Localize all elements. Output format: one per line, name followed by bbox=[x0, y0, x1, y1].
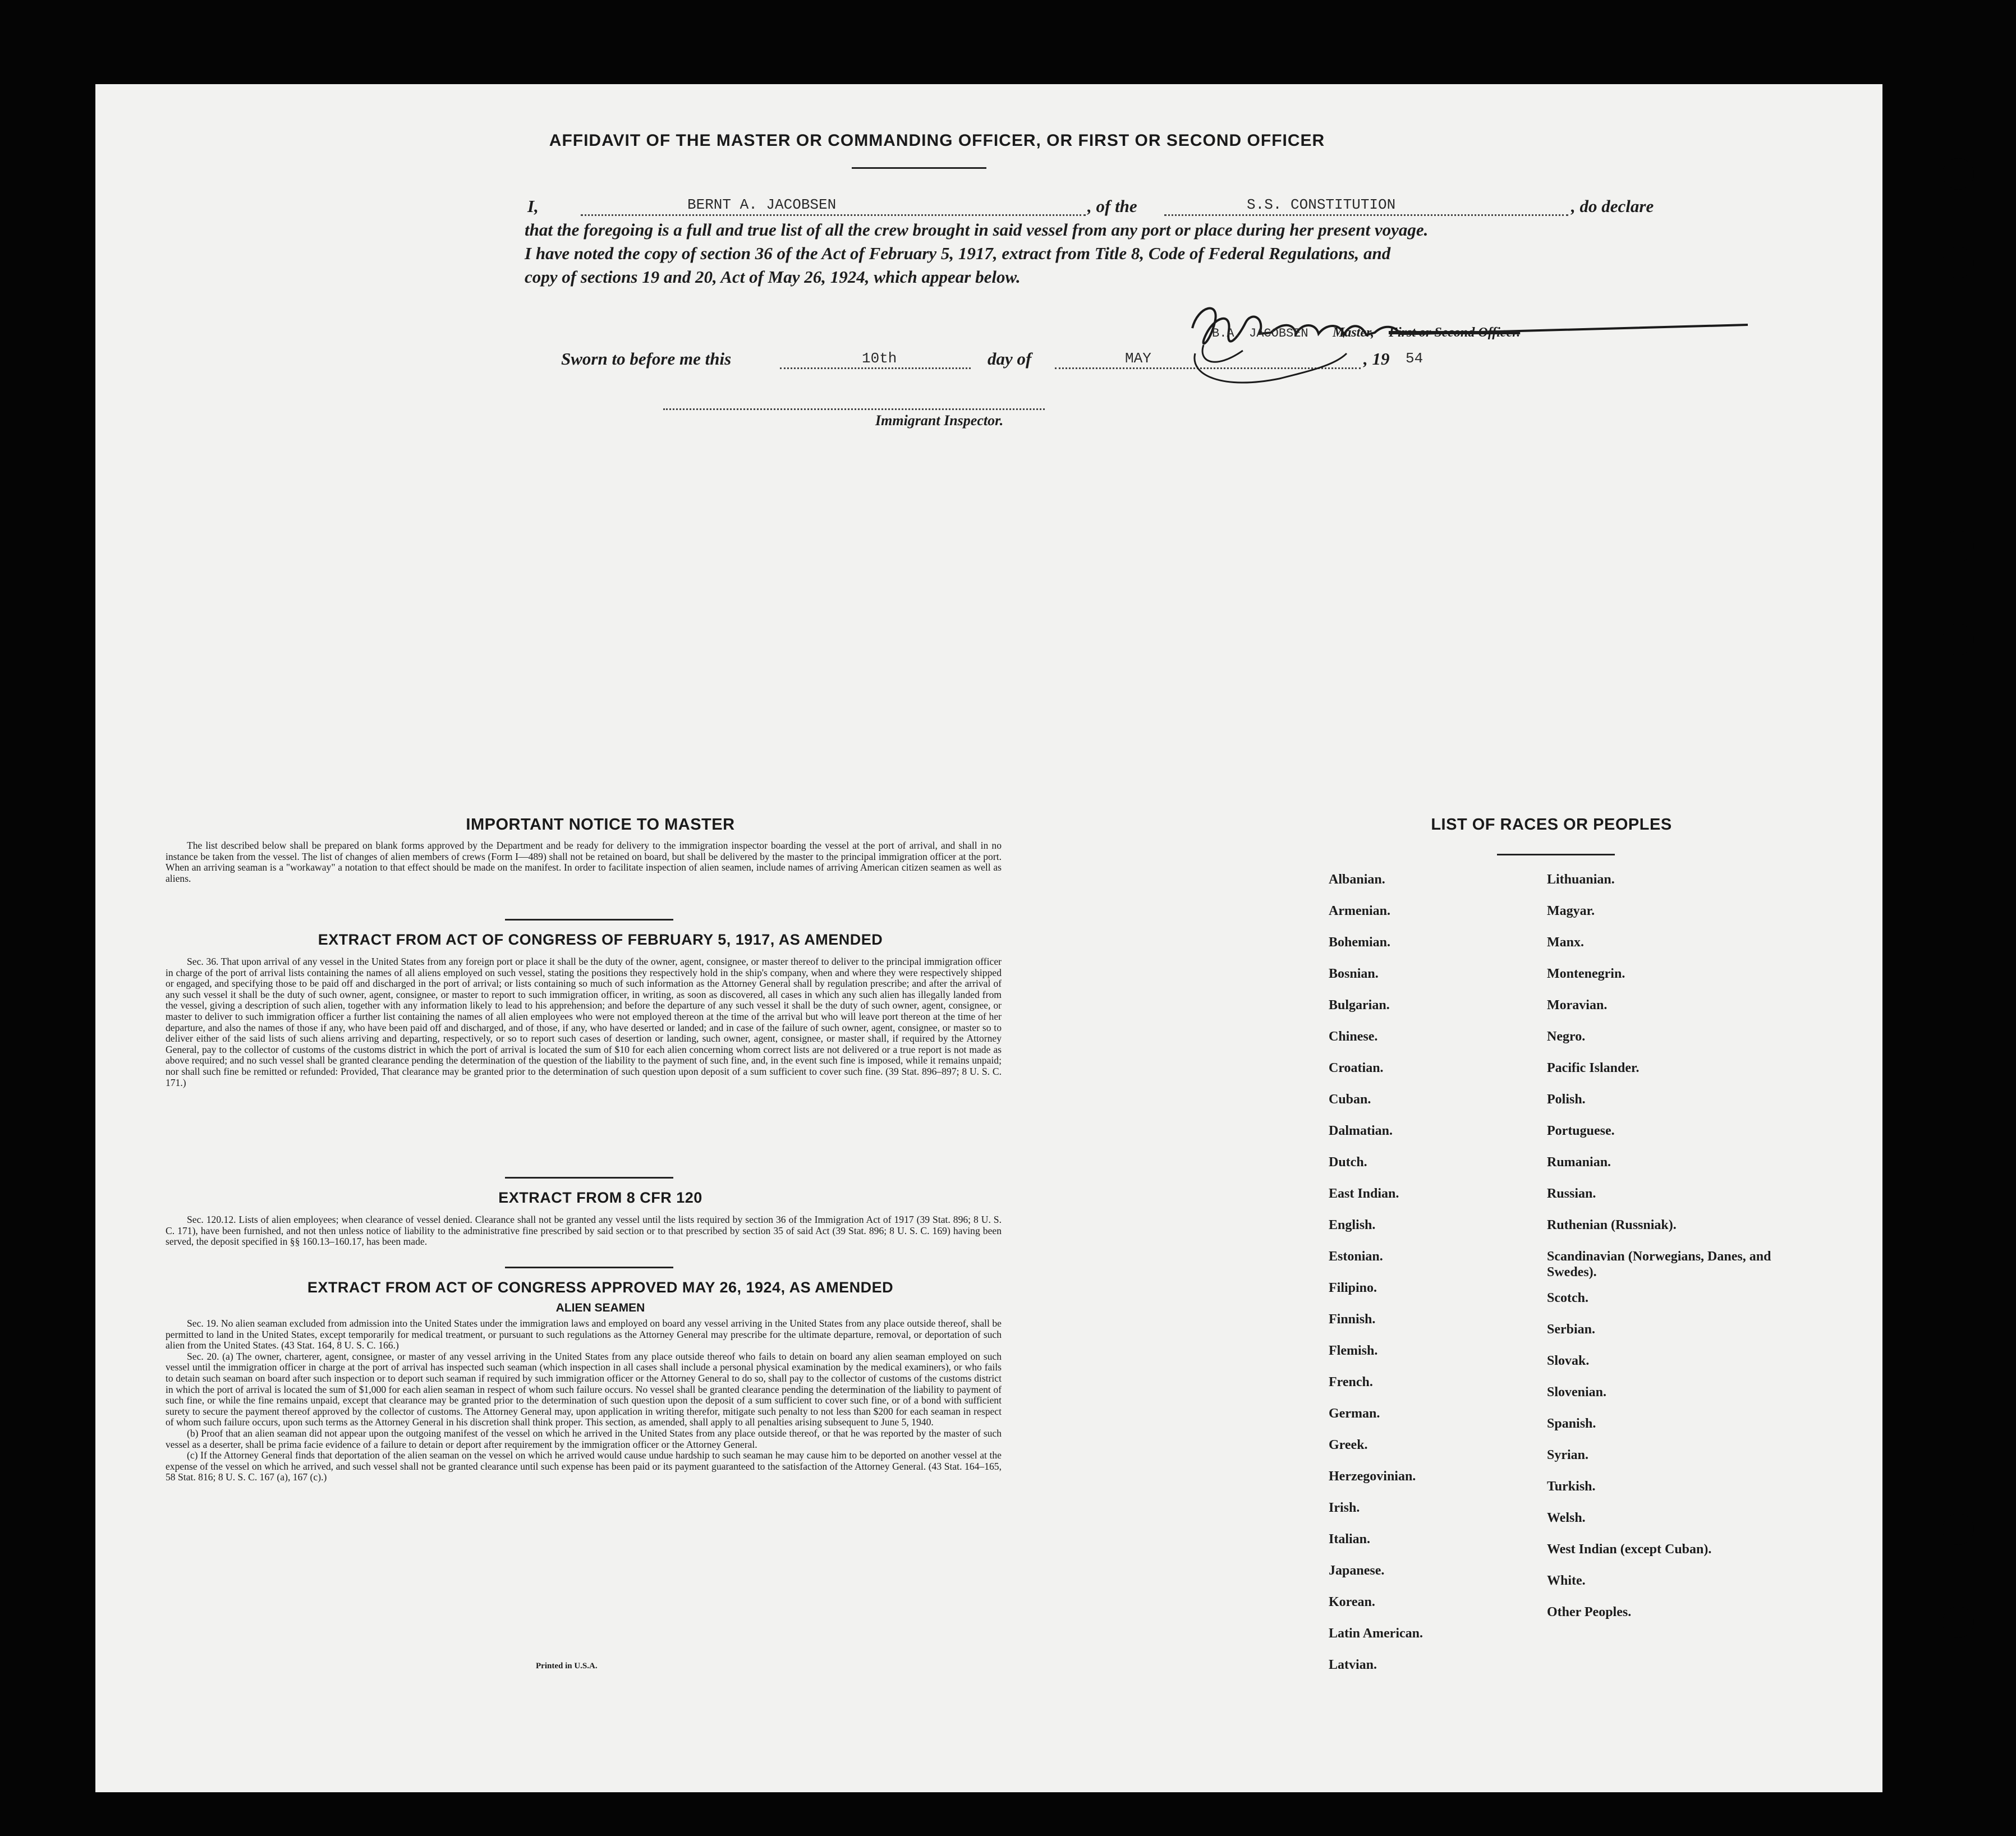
race-item: Syrian. bbox=[1547, 1448, 1589, 1462]
master-label: Master, bbox=[1333, 325, 1375, 340]
master-name-line bbox=[581, 214, 1086, 216]
race-item: Bulgarian. bbox=[1329, 998, 1390, 1013]
race-item: Turkish. bbox=[1547, 1479, 1596, 1494]
extract-cfr-title: EXTRACT FROM 8 CFR 120 bbox=[498, 1189, 702, 1206]
vessel-name-line bbox=[1164, 214, 1568, 216]
of-the-label: , of the bbox=[1087, 196, 1137, 216]
extract-1924-sec20b: (b) Proof that an alien seaman did not appear upon the outgoing manifest of the vessel on which he arrived in the United States from any place outside thereof, or that he was reported by the master of such vessel as a deserter, shall be prima facie evidence of a failure to detain or deport after requirement by the immigration officer or the Attorney General. bbox=[166, 1427, 1002, 1450]
races-title: LIST OF RACES OR PEOPLES bbox=[1431, 816, 1672, 834]
race-item: Finnish. bbox=[1329, 1312, 1376, 1327]
race-item: Italian. bbox=[1329, 1532, 1371, 1547]
do-declare-label: , do declare bbox=[1571, 196, 1654, 216]
race-item: Moravian. bbox=[1547, 998, 1608, 1013]
race-item: Flemish. bbox=[1329, 1343, 1378, 1358]
race-item: French. bbox=[1329, 1375, 1373, 1389]
race-item: Ruthenian (Russniak). bbox=[1547, 1218, 1677, 1232]
affidavit-line-4: copy of sections 19 and 20, Act of May 26, 1924, which appear below. bbox=[525, 267, 1021, 287]
race-item: Albanian. bbox=[1329, 872, 1385, 887]
extract-1917-text: Sec. 36. That upon arrival of any vessel in the United States from any foreign port or place it shall be the duty of the owner, agent, consignee, or master thereof to deliver to the principal immigration officer in charge of the port of arrival lists containing the names of all aliens employed on such vessel, stating the positions they respectively hold in the ship's company, when and where they were respectively shipped or engaged, and specifying those to be paid off and discharged in the port of arrival; or lists containing so much of such information as the Attorney General shall by regulation prescribe; and after the arrival of any such vessel it shall be the duty of such owner, agent, consignee, or master to report to such immigration officer, in writing, as soon as discovered, all cases in which any such alien has illegally landed from the vessel, giving a description of such alien, together with any information likely to lead to his apprehension; and before the departure of any such vessel it shall be the duty of such owner, agent, consignee, or master to deliver to such immigration officer a further list containing the names of all alien employees who were not employed thereon at the time of the arrival but who will leave port thereon at the time of her departure, and also the names of those if any, who have been paid off and discharged, and of those, if any, who have deserted or landed; and in case of the failure of such owner, agent, consignee, or master so to deliver either of the said lists of such aliens arriving and departing, respectively, or so to report such cases of desertion or landing, such owner, agent, consignee, or master shall, if required by the Attorney General, pay to the collector of customs of the customs district in which the port of arrival is located the sum of $10 for each alien concerning whom correct lists are not delivered or a true report is not made as above required; and no such vessel shall be granted clearance pending the determination of the question of the liability to the payment of such fine, and, in the event such fine is imposed, while it remains unpaid; nor shall such fine be remitted or refunded: Provided, That clearance may be granted prior to the determination of such question upon deposit of a sum sufficient to cover such fine. (39 Stat. 896–897; 8 U. S. C. 171.) bbox=[166, 956, 1002, 1088]
race-item: Bosnian. bbox=[1329, 967, 1379, 981]
race-item: Latvian. bbox=[1329, 1658, 1377, 1672]
sworn-month-field: MAY bbox=[1125, 350, 1151, 367]
race-item: Pacific Islander. bbox=[1547, 1061, 1640, 1075]
race-item: Armenian. bbox=[1329, 904, 1390, 918]
race-item: Serbian. bbox=[1547, 1322, 1596, 1337]
notice-text: The list described below shall be prepared on blank forms approved by the Department and be ready for delivery to the immigration inspector boarding the vessel at the port of arrival, and shall in no instance be taken from the vessel. The list of changes of alien members of crews (Form I—489) shall not be retained on board, but shall be delivered by the master to the principal immigration officer at the port. When an arriving seaman is a "workaway" a notation to that effect should be made on the manifest. In order to facilitate inspection of alien seamen, include names of arriving American citizen seamen as well as aliens. bbox=[166, 840, 1002, 884]
alien-seamen-subtitle: ALIEN SEAMEN bbox=[555, 1301, 645, 1314]
race-item: Chinese. bbox=[1329, 1029, 1378, 1044]
notice-body bbox=[166, 840, 1002, 884]
race-item: Croatian. bbox=[1329, 1061, 1384, 1075]
title-rule bbox=[852, 167, 986, 169]
race-item: Herzegovinian. bbox=[1329, 1469, 1416, 1484]
race-item: White. bbox=[1547, 1573, 1586, 1588]
race-item: Slovenian. bbox=[1547, 1385, 1607, 1400]
divider-1 bbox=[505, 919, 673, 921]
extract-1924-title: EXTRACT FROM ACT OF CONGRESS APPROVED MAY 26, 1924, AS AMENDED bbox=[307, 1279, 894, 1296]
signature-typed-name: B.A. JACOBSEN bbox=[1212, 326, 1308, 340]
extract-cfr-text: Sec. 120.12. Lists of alien employees; when clearance of vessel denied. Clearance shall not be granted any vessel until the lists required by section 36 of the Immigration Act of 1917 (39 Stat. 896; 8 U. S. C. 171), have been furnished, and not then unless notice of liability to the administrative fine prescribed by said section or to that prescribed by section 35 of said Act (39 Stat. 896; 8 U. S. C. 169) having been served, the deposit specified in §§ 160.13–160.17, has been made. bbox=[166, 1214, 1002, 1248]
race-item: Latin American. bbox=[1329, 1626, 1423, 1641]
race-item: Montenegrin. bbox=[1547, 967, 1625, 981]
race-item: Magyar. bbox=[1547, 904, 1595, 918]
extract-1924-body bbox=[166, 1318, 1002, 1483]
affidavit-line-3: I have noted the copy of section 36 of the Act of February 5, 1917, extract from Title 8, Code of Federal Regulations, and bbox=[525, 243, 1391, 263]
extract-1917-body bbox=[166, 956, 1002, 1088]
struck-officer-text: First or Second Officer. bbox=[1389, 325, 1521, 340]
race-item: Negro. bbox=[1547, 1029, 1586, 1044]
races-title-rule bbox=[1497, 854, 1615, 855]
punch-hole bbox=[1942, 624, 1974, 655]
year-prefix: , 19 bbox=[1363, 349, 1390, 369]
race-item: Korean. bbox=[1329, 1595, 1375, 1609]
punch-hole bbox=[1942, 1607, 1974, 1638]
race-item: Manx. bbox=[1547, 935, 1584, 950]
inspector-label: Immigrant Inspector. bbox=[875, 412, 1004, 429]
sworn-label: Sworn to before me this bbox=[561, 349, 732, 369]
punch-hole bbox=[1942, 247, 1974, 278]
vessel-name-field: S.S. CONSTITUTION bbox=[1247, 196, 1396, 213]
race-item: Dutch. bbox=[1329, 1155, 1367, 1170]
punch-hole bbox=[1942, 158, 1974, 190]
race-item: Scandinavian (Norwegians, Danes, and Swedes). bbox=[1547, 1249, 1771, 1280]
race-item: English. bbox=[1329, 1218, 1376, 1232]
affidavit-title: AFFIDAVIT OF THE MASTER OR COMMANDING OFFICER, OR FIRST OR SECOND OFFICER bbox=[549, 131, 1325, 150]
race-item: Other Peoples. bbox=[1547, 1605, 1632, 1619]
year-suffix-field: 54 bbox=[1406, 350, 1423, 367]
race-item: Filipino. bbox=[1329, 1281, 1377, 1295]
race-item: Bohemian. bbox=[1329, 935, 1391, 950]
extract-1924-sec19: Sec. 19. No alien seaman excluded from admission into the United States under the immigration laws and employed on board any vessel arriving in the United States from any place outside thereof, shall be permitted to land in the United States, except temporarily for medical treatment, or pursuant to such regulations as the Attorney General may prescribe for the ultimate departure, removal, or deportation of such alien from the United States. (43 Stat. 164, 8 U. S. C. 166.) bbox=[166, 1318, 1002, 1351]
race-item: Portuguese. bbox=[1547, 1124, 1615, 1138]
inspector-signature-line bbox=[663, 408, 1045, 410]
printed-in-usa: Printed in U.S.A. bbox=[536, 1662, 598, 1671]
race-item: Polish. bbox=[1547, 1092, 1586, 1107]
document-sheet bbox=[95, 84, 1882, 1792]
affidavit-i-label: I, bbox=[527, 196, 539, 216]
race-item: Welsh. bbox=[1547, 1511, 1586, 1525]
race-item: Spanish. bbox=[1547, 1416, 1596, 1431]
extract-1924-sec20a: Sec. 20. (a) The owner, charterer, agent, consignee, or master of any vessel arriving in the United States from any place outside thereof who fails to detain on board any alien seaman employed on such vessel until the immigration officer in charge at the port of arrival has inspected such seaman (which inspection in all cases shall include a personal physical examination by the medical examiners), or who fails to detain such seaman on board after such inspection or to deport such seaman if required by such immigration officer or the Attorney General to do so, shall pay to the collector of customs of the customs district in which the port of arrival is located the sum of $1,000 for each alien seaman in respect of whom such failure occurs. No vessel shall be granted clearance pending the determination of the liability to payment of such fine, or while the fine remains unpaid, except that clearance may be granted prior to the determination of such question upon the deposit of a sum sufficient to cover such fine, or of a bond with sufficient surety to secure the payment thereof approved by the collector of customs. The Attorney General may, upon application in writing therefor, mitigate such penalty to not less than $200 for each seaman in respect of whom such failure occurs, upon such terms as the Attorney General in his discretion shall think proper. This section, as amended, shall apply to all penalties arising subsequent to June 5, 1940. bbox=[166, 1350, 1002, 1428]
race-item: German. bbox=[1329, 1406, 1380, 1421]
race-item: Greek. bbox=[1329, 1438, 1368, 1452]
race-item: Cuban. bbox=[1329, 1092, 1371, 1107]
sworn-day-field: 10th bbox=[862, 350, 897, 367]
race-item: Dalmatian. bbox=[1329, 1124, 1393, 1138]
extract-1924-sec20c: (c) If the Attorney General finds that deportation of the alien seaman on the vessel on which he arrived would cause undue hardship to such seaman he may cause him to be deported on another vessel at the expense of the vessel on which he arrived, and such vessel shall not be granted clearance until such expense has been paid or its payment guaranteed to the satisfaction of the Attorney General. (43 Stat. 164–165, 58 Stat. 816; 8 U. S. C. 167 (a), 167 (c).) bbox=[166, 1450, 1002, 1483]
punch-hole bbox=[1942, 531, 1974, 562]
divider-3 bbox=[505, 1267, 673, 1268]
master-name-field: BERNT A. JACOBSEN bbox=[687, 196, 837, 213]
race-item: East Indian. bbox=[1329, 1186, 1399, 1201]
punch-hole bbox=[1942, 1513, 1974, 1545]
sworn-day-line bbox=[780, 367, 971, 369]
affidavit-line-2: that the foregoing is a full and true list of all the crew brought in said vessel from any port or place during her present voyage. bbox=[525, 220, 1429, 240]
signature-loop bbox=[1190, 348, 1358, 393]
day-of-label: day of bbox=[988, 349, 1032, 369]
race-item: Japanese. bbox=[1329, 1563, 1385, 1578]
race-item: Estonian. bbox=[1329, 1249, 1383, 1264]
race-item: Rumanian. bbox=[1547, 1155, 1611, 1170]
race-item: Russian. bbox=[1547, 1186, 1596, 1201]
race-item: Irish. bbox=[1329, 1501, 1360, 1515]
notice-title: IMPORTANT NOTICE TO MASTER bbox=[466, 816, 735, 834]
extract-1917-title: EXTRACT FROM ACT OF CONGRESS OF FEBRUARY 5, 1917, AS AMENDED bbox=[318, 931, 883, 948]
extract-cfr-body bbox=[166, 1214, 1002, 1248]
race-item: Lithuanian. bbox=[1547, 872, 1615, 887]
race-item: Slovak. bbox=[1547, 1354, 1590, 1368]
race-item: West Indian (except Cuban). bbox=[1547, 1542, 1712, 1557]
race-item: Scotch. bbox=[1547, 1291, 1588, 1305]
divider-2 bbox=[505, 1177, 673, 1179]
